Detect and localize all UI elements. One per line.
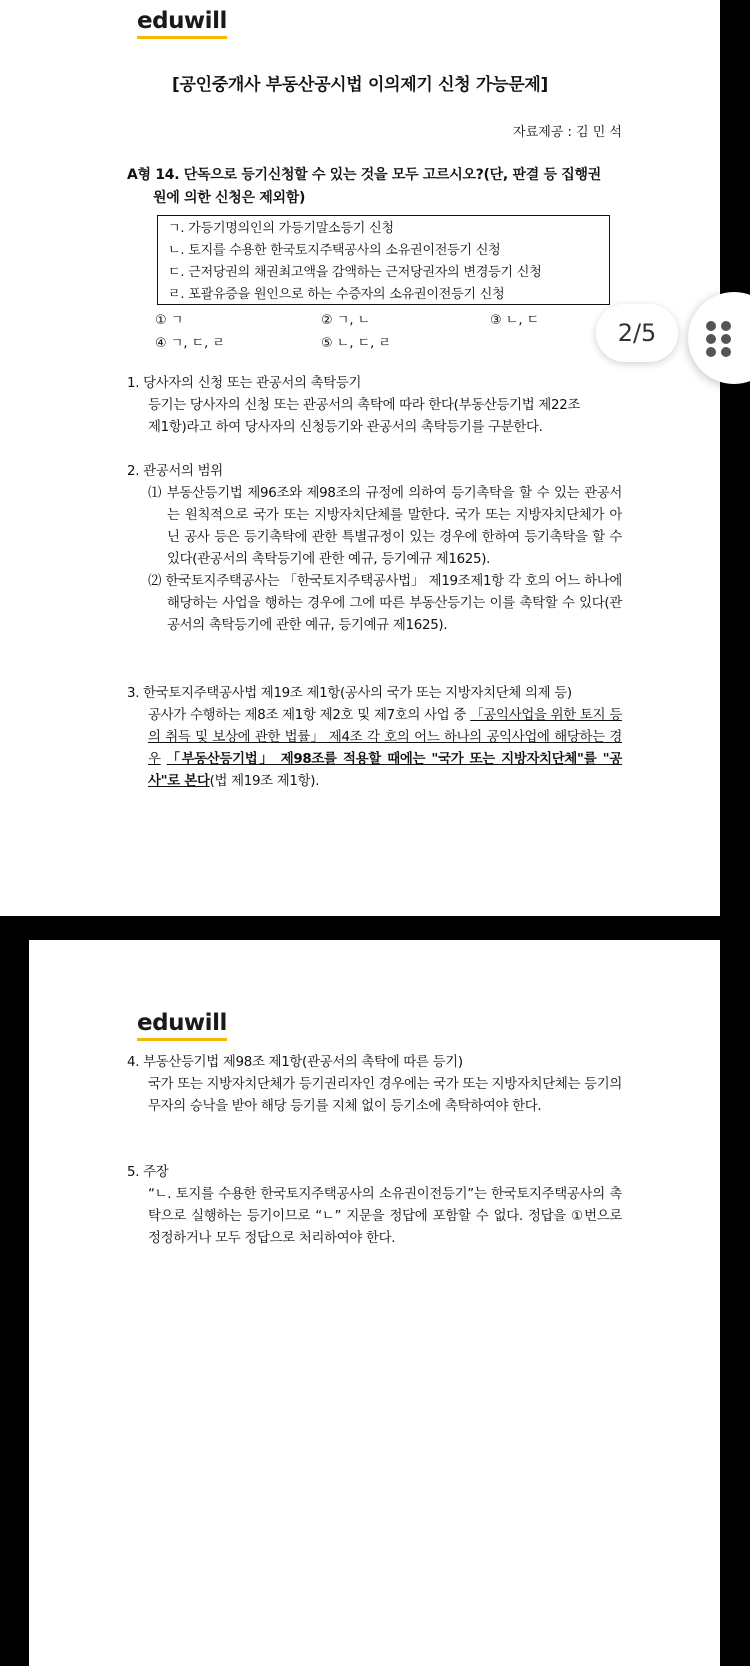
statement-item: ㄴ. 토지를 수용한 한국토지주택공사의 소유권이전등기 신청: [168, 243, 501, 258]
section-3-text-1: 공사가 수행하는 제8조 제1항 제2호 및 제7호의 사업 중: [148, 708, 471, 723]
grip-dot-icon: [721, 321, 731, 331]
grip-dot-icon: [721, 347, 731, 357]
section-3-heading: 3. 한국토지주택공사법 제19조 제1항(공사의 국가 또는 지방자치단체 의제 등): [127, 686, 572, 701]
section-3-underlined-text: 「공익사업을 위한 토지 등의 취득 및 보상에 관한 법률」 제4조 각 호의 어느 하나의 공익사업에 해당하는 경우: [148, 708, 622, 767]
section-3-bold-underlined-text: 「부동산등기법」 제98조를 적용할 때에는 "국가 또는 지방자치단체"를 "공사"로 본다: [148, 752, 622, 789]
grip-dot-icon: [706, 334, 716, 344]
section-4-heading: 4. 부동산등기법 제98조 제1항(관공서의 촉탁에 따른 등기): [127, 1055, 463, 1070]
section-2: [127, 461, 622, 637]
question-statement-box: [157, 215, 610, 305]
section-3-text-3: (법 제19조 제1항).: [209, 774, 320, 789]
statement-item: ㄷ. 근저당권의 채권최고액을 감액하는 근저당권자의 변경등기 신청: [168, 265, 542, 280]
document-page-2: [29, 940, 720, 1666]
section-2-item-1: ⑴ 부동산등기법 제96조와 제98조의 규정에 의하여 등기촉탁을 할 수 있는 관공서는 원칙적으로 국가 또는 지방자치단체를 말한다. 국가 또는 지방자치단체가 아닌 공사 등은 등기촉탁에 관한 특별규정이 있는 경우에 한하여 등기촉탁을 할 수 있다(관공서의 촉탁등기에 관한 예규, 등기예규 제1625).: [148, 486, 622, 567]
section-1-heading: 1. 당사자의 신청 또는 관공서의 촉탁등기: [127, 376, 362, 391]
logo-underline: [137, 36, 227, 39]
question-title-line-2: 원에 의한 신청은 제외함): [153, 190, 306, 206]
section-4: [127, 1052, 622, 1118]
grip-dot-icon: [706, 321, 716, 331]
answer-choice-2: ② ㄱ, ㄴ: [321, 313, 371, 328]
answer-choice-5: ⑤ ㄴ, ㄷ, ㄹ: [321, 336, 391, 351]
section-1-line-1: 등기는 당사자의 신청 또는 관공서의 촉탁에 따라 한다(부동산등기법 제22조: [148, 398, 581, 413]
statement-item: ㄹ. 포괄유증을 원인으로 하는 수증자의 소유권이전등기 신청: [168, 287, 505, 302]
question-title: [127, 164, 622, 210]
section-2-heading: 2. 관공서의 범위: [127, 464, 223, 479]
section-3: [127, 683, 622, 793]
section-1: [127, 373, 622, 439]
document-title: [공인중개사 부동산공시법 이의제기 신청 가능문제]: [172, 75, 548, 95]
page-indicator: 2/5: [596, 304, 678, 362]
logo-underline: [137, 1038, 227, 1041]
section-5: [127, 1162, 622, 1250]
eduwill-logo: [137, 8, 227, 34]
section-5-heading: 5. 주장: [127, 1165, 169, 1180]
logo-text: eduwill: [137, 1010, 227, 1036]
source-credit: 자료제공 : 김 민 석: [513, 125, 622, 140]
answer-choice-4: ④ ㄱ, ㄷ, ㄹ: [155, 336, 225, 351]
grip-dot-icon: [706, 347, 716, 357]
section-5-body: “ㄴ. 토지를 수용한 한국토지주택공사의 소유권이전등기”는 한국토지주택공사의 촉탁으로 실행하는 등기이므로 “ㄴ” 지문을 정답에 포함할 수 없다. 정답을 ①번으로 정정하거나 모두 정답으로 처리하여야 한다.: [148, 1187, 622, 1246]
eduwill-logo: [137, 1010, 227, 1036]
section-4-body: 국가 또는 지방자치단체가 등기권리자인 경우에는 국가 또는 지방자치단체는 등기의무자의 승낙을 받아 해당 등기를 지체 없이 등기소에 촉탁하여야 한다.: [148, 1077, 622, 1114]
grip-dot-icon: [721, 334, 731, 344]
section-1-line-2: 제1항)라고 하여 당사자의 신청등기와 관공서의 촉탁등기를 구분한다.: [148, 420, 543, 435]
answer-choice-1: ① ㄱ: [155, 313, 184, 328]
logo-text: eduwill: [137, 8, 227, 34]
section-3-body: [127, 705, 622, 793]
section-2-item-2: ⑵ 한국토지주택공사는 「한국토지주택공사법」 제19조제1항 각 호의 어느 하나에 해당하는 사업을 행하는 경우에 그에 따른 부동산등기는 이를 촉탁할 수 있다(관공서의 촉탁등기에 관한 예규, 등기예규 제1625).: [148, 574, 622, 633]
answer-choice-3: ③ ㄴ, ㄷ: [490, 313, 540, 328]
question-title-line-1: A형 14. 단독으로 등기신청할 수 있는 것을 모두 고르시오?(단, 판결 등 집행권: [127, 167, 601, 183]
statement-item: ㄱ. 가등기명의인의 가등기말소등기 신청: [168, 221, 394, 236]
